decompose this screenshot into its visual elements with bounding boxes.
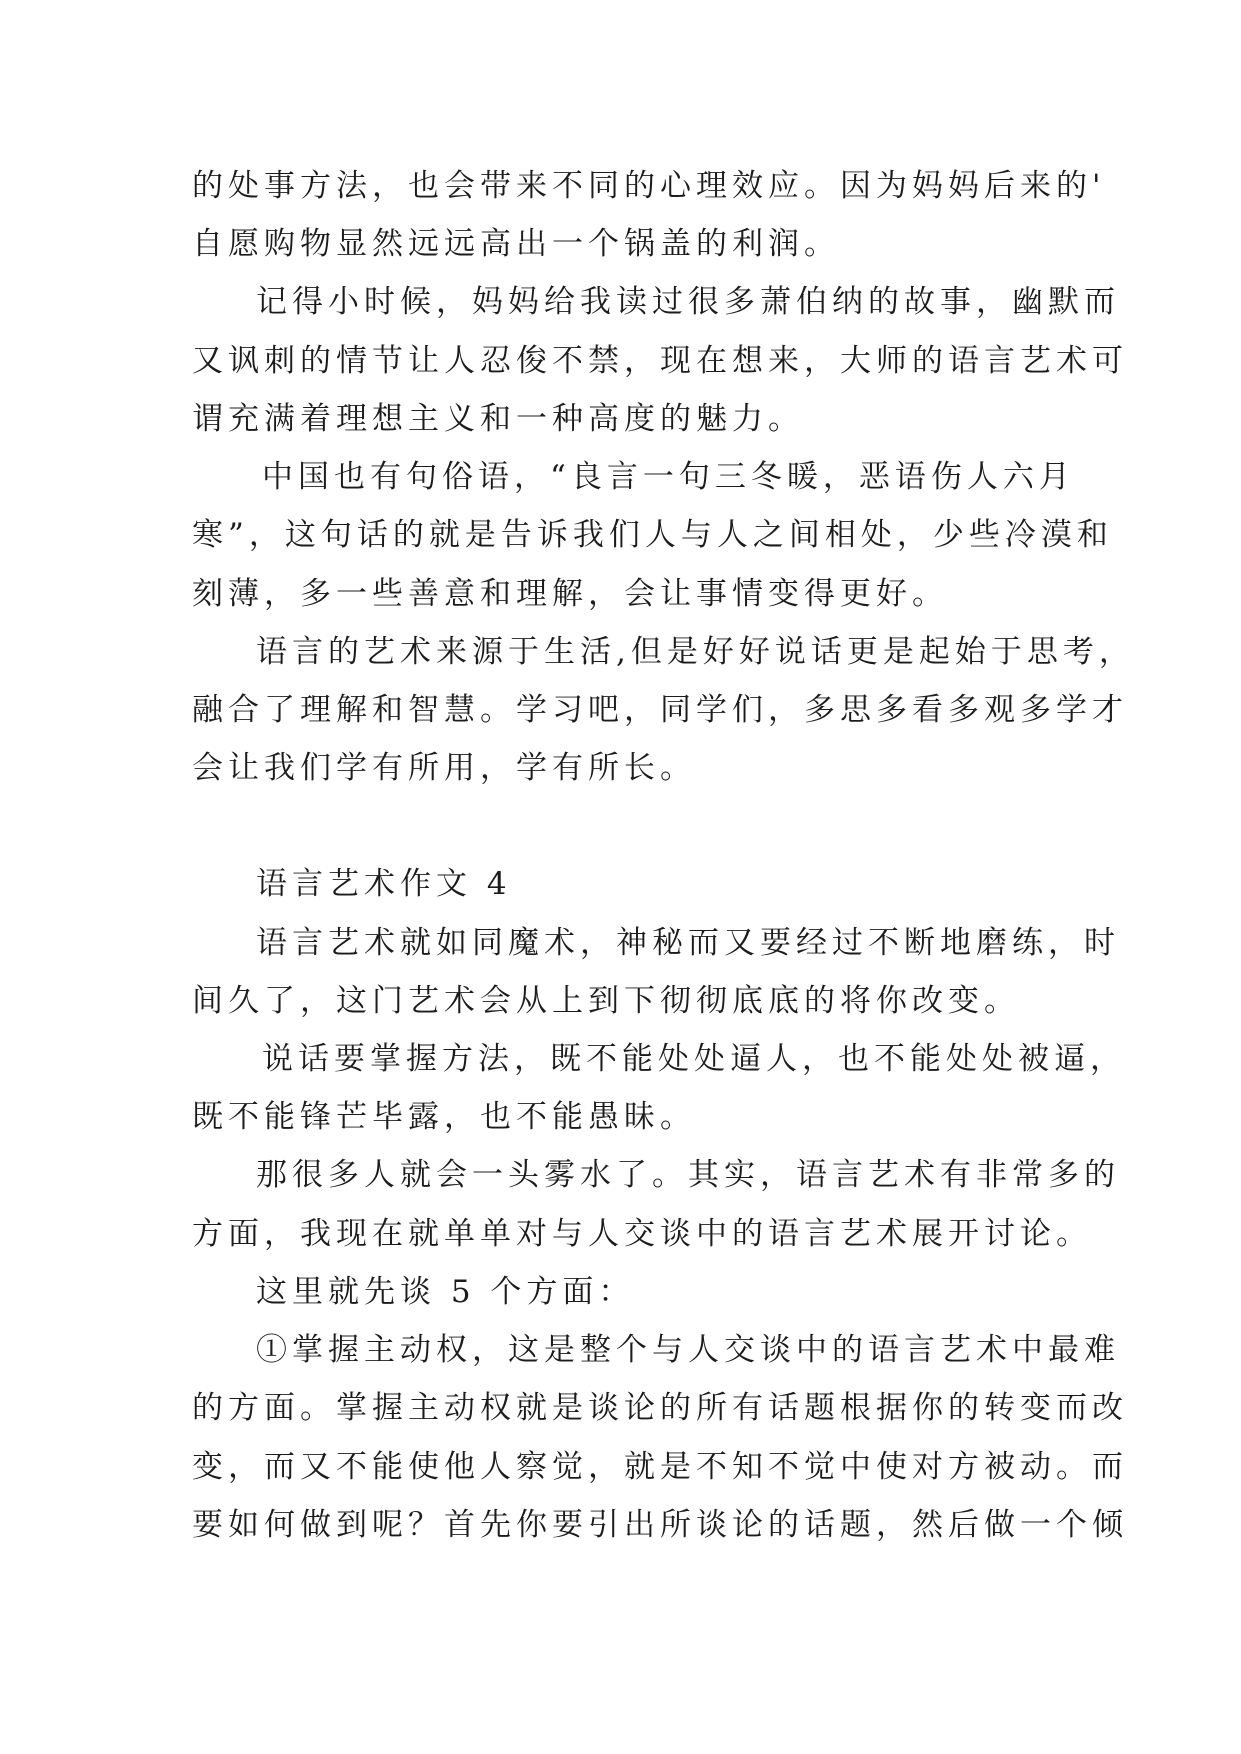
paragraph-first-line: 语言艺术就如同魔术，神秘而又要经过不断地磨练，时 [256,925,1120,961]
paragraph-first-line: ①掌握主动权，这是整个与人交谈中的语言艺术中最难 [256,1332,1120,1368]
paragraph-first-line: 这里就先谈 5 个方面： [256,1274,635,1310]
text-line: 又讽刺的情节让人忍俊不禁，现在想来，大师的语言艺术可 [192,343,1128,379]
text-line: 要如何做到呢？首先你要引出所谈论的话题，然后做一个倾 [192,1507,1128,1543]
text-line: 谓充满着理想主义和一种高度的魅力。 [192,401,804,437]
paragraph-first-line: 说话要掌握方法，既不能处处逼人，也不能处处被逼， [262,1041,1126,1077]
text-line: 方面，我现在就单单对与人交谈中的语言艺术展开讨论。 [192,1216,1092,1252]
text-line: 刻薄，多一些善意和理解，会让事情变得更好。 [192,576,948,612]
text-line: 的处事方法，也会带来不同的心理效应。因为妈妈后来的' [192,168,1106,204]
text-line: 融合了理解和智慧。学习吧，同学们，多思多看多观多学才 [192,692,1128,728]
paragraph-first-line: 中国也有句俗语，“良言一句三冬暖，恶语伤人六月 [262,459,1075,495]
text-line: 变，而又不能使他人察觉，就是不知不觉中使对方被动。而 [192,1449,1128,1485]
text-line: 间久了，这门艺术会从上到下彻彻底底的将你改变。 [192,983,1020,1019]
paragraph-first-line: 记得小时候，妈妈给我读过很多萧伯纳的故事，幽默而 [256,284,1120,320]
text-line: 既不能锋芒毕露，也不能愚昧。 [192,1099,696,1135]
section-heading: 语言艺术作文 4 [256,866,512,902]
paragraph-first-line: 那很多人就会一头雾水了。其实，语言艺术有非常多的 [256,1157,1120,1193]
paragraph-first-line: 语言的艺术来源于生活,但是好好说话更是起始于思考， [256,634,1135,670]
text-line: 的方面。掌握主动权就是谈论的所有话题根据你的转变而改 [192,1390,1128,1426]
text-line: 会让我们学有所用，学有所长。 [192,750,696,786]
text-line: 寒”，这句话的就是告诉我们人与人之间相处，少些冷漠和 [192,517,1113,553]
text-line: 自愿购物显然远远高出一个锅盖的利润。 [192,226,840,262]
